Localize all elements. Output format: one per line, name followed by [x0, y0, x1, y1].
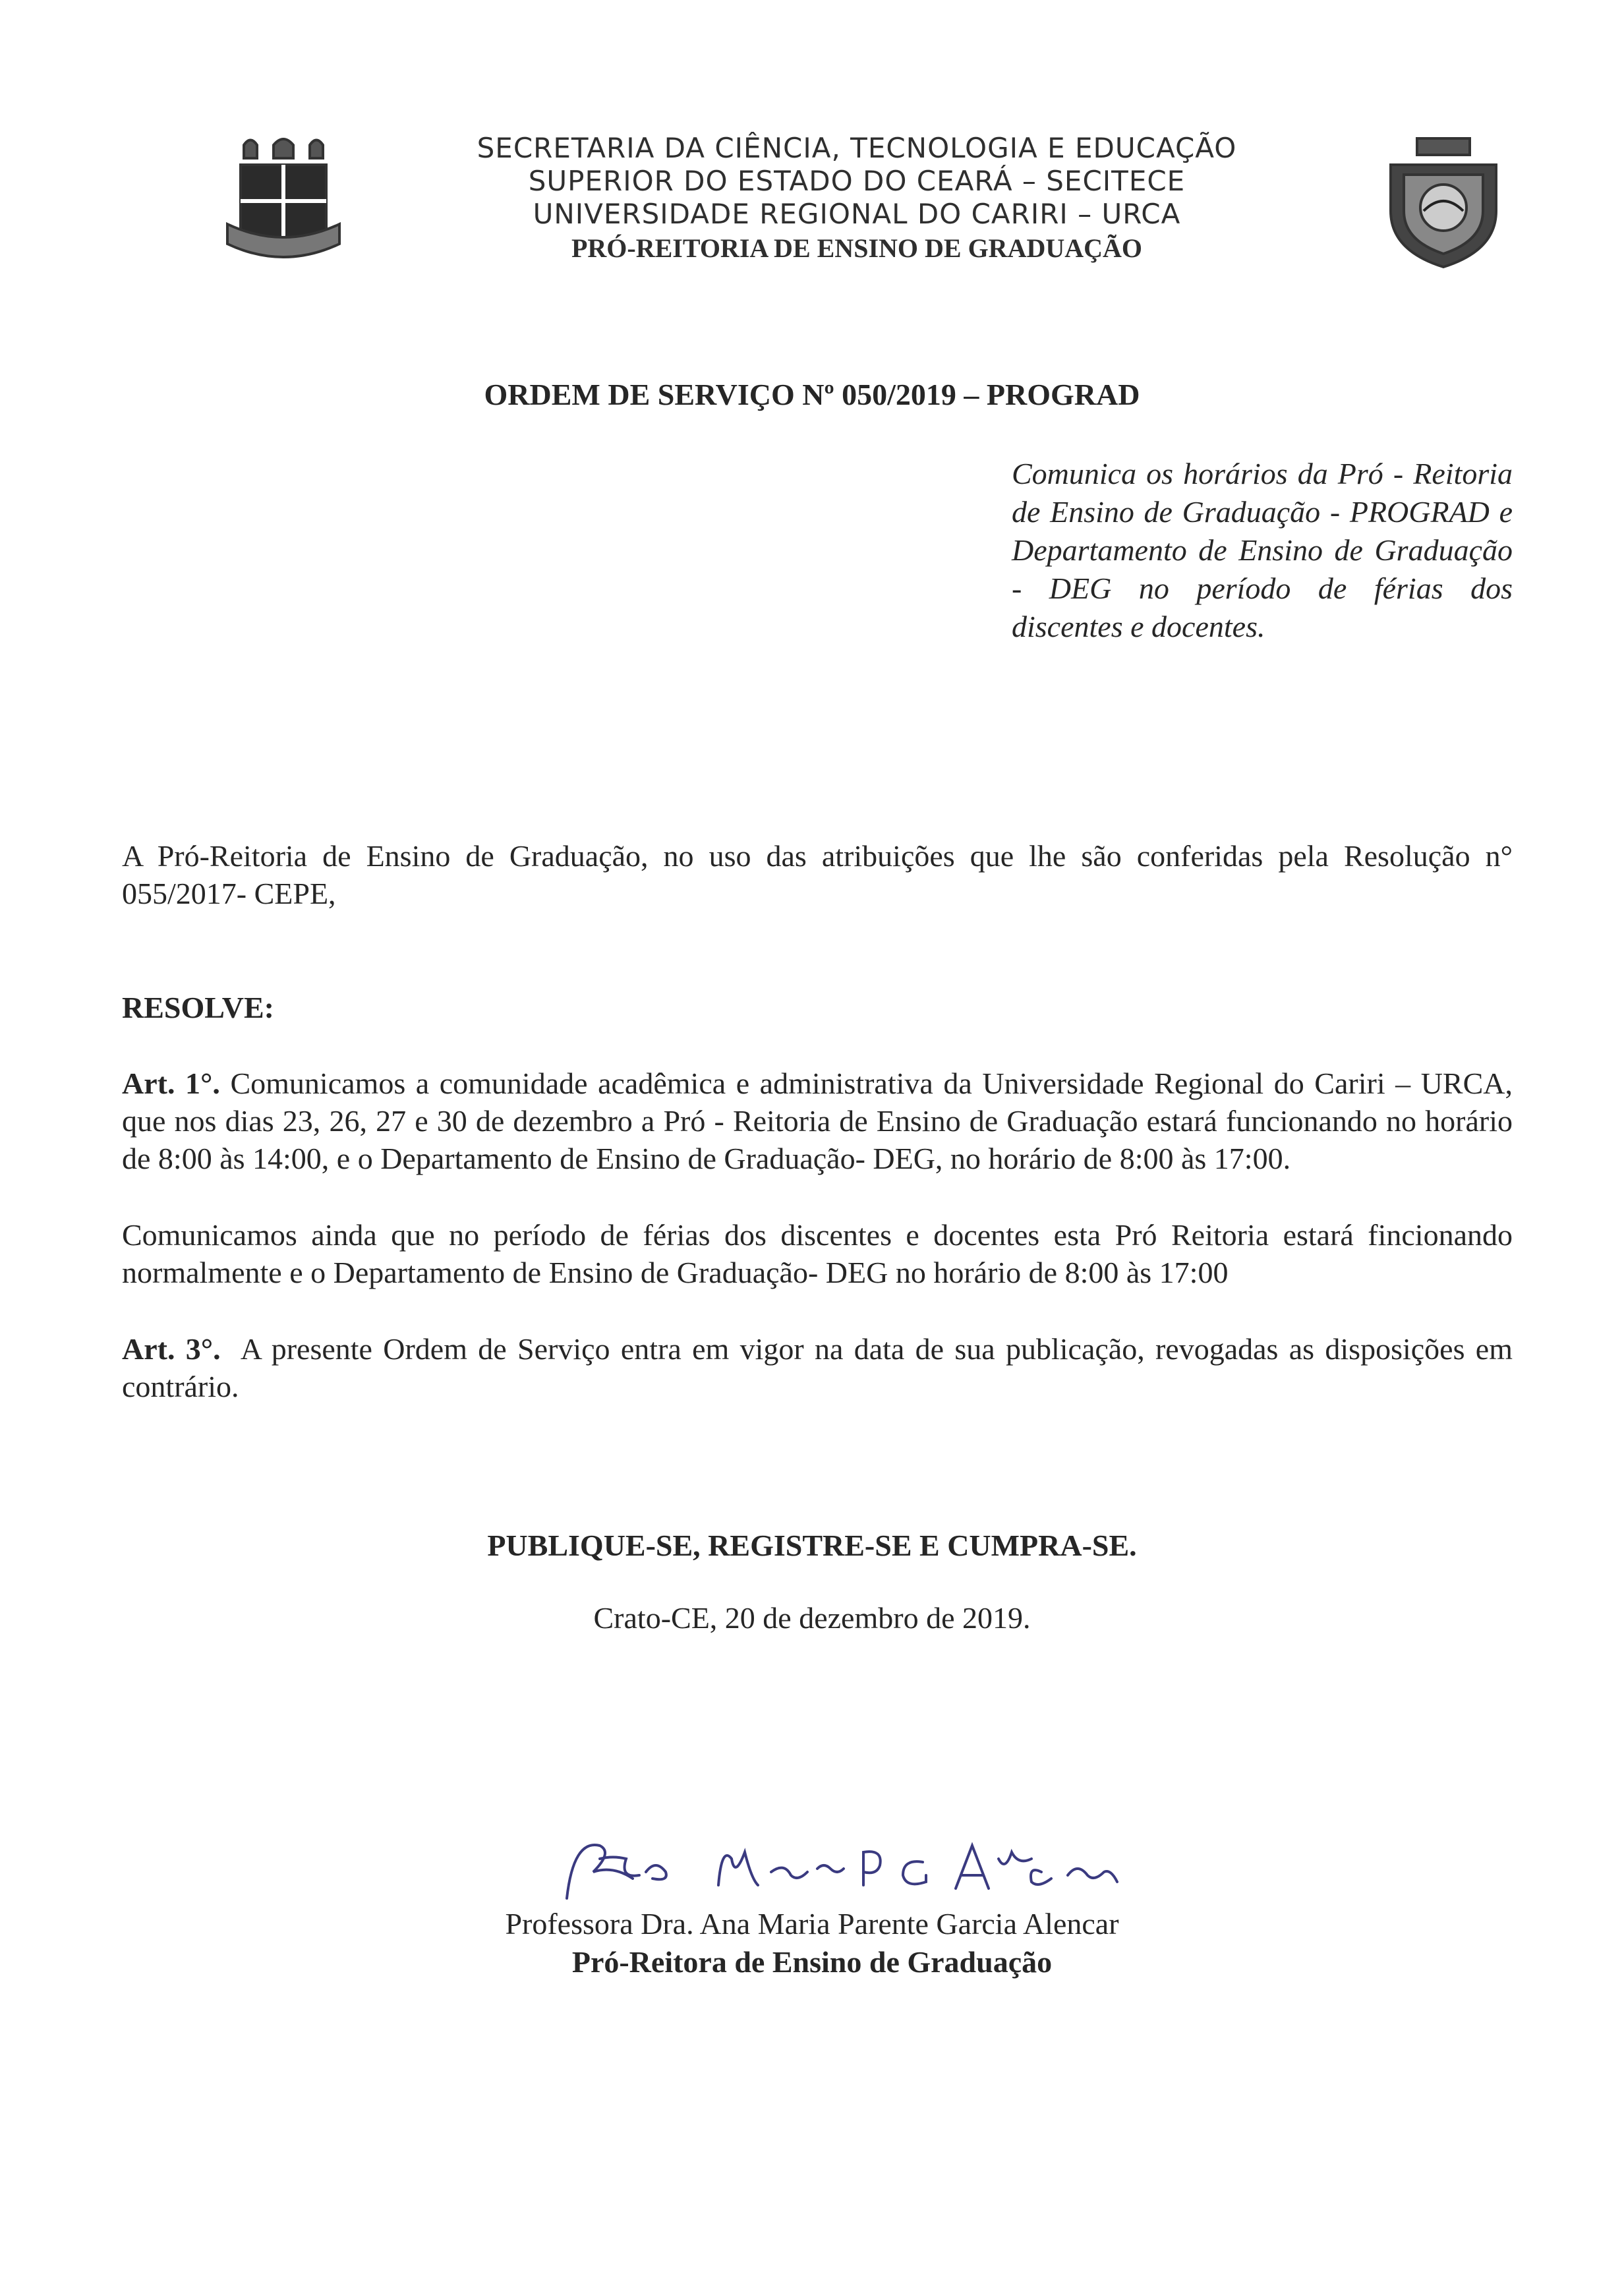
header-line-3: UNIVERSIDADE REGIONAL DO CARIRI – URCA	[533, 198, 1181, 230]
article-1-text: Comunicamos a comunidade acadêmica e administrativa da Universidade Regional do Cariri – URCA, que nos dias 23, 26, 27 e 30 de dezembro a Pró - Reitoria de Ensino de Graduação estará funcionando no horário de 8:00 às 14:00, e o Departamento de Ensino de Graduação- DEG, no horário de 8:00 às 17:00.	[122, 1066, 1513, 1175]
ceara-state-seal-icon	[1378, 132, 1509, 270]
document-title: ORDEM DE SERVIÇO Nº 050/2019 – PROGRAD	[484, 378, 1140, 411]
institution-header	[369, 132, 1345, 266]
place-and-date: Crato-CE, 20 de dezembro de 2019.	[593, 1601, 1031, 1635]
article-3-text: A presente Ordem de Serviço entra em vigor na data de sua publicação, revogadas as disposições em contrário.	[122, 1332, 1513, 1403]
signatory-name: Professora Dra. Ana Maria Parente Garcia Alencar	[505, 1907, 1119, 1941]
article-3-label: Art. 3°.	[122, 1332, 221, 1366]
header-line-2: SUPERIOR DO ESTADO DO CEARÁ – SECITECE	[528, 165, 1186, 197]
article-1-label: Art. 1°.	[122, 1066, 220, 1100]
article-1-continuation: Comunicamos ainda que no período de férias dos discentes e docentes esta Pró Reitoria estará fincionando normalmente e o Departamento de Ensino de Graduação- DEG no horário de 8:00 às 17:00	[122, 1218, 1513, 1289]
urca-coat-of-arms-icon	[224, 132, 343, 264]
document-summary: Comunica os horários da Pró - Reitoria de Ensino de Graduação - PROGRAD e Departamento de Ensino de Graduação - DEG no período de férias dos discentes e docentes.	[1012, 457, 1513, 643]
signatory-role: Pró-Reitora de Ensino de Graduação	[571, 1945, 1053, 1979]
resolve-heading: RESOLVE:	[122, 991, 274, 1024]
publication-statement: PUBLIQUE-SE, REGISTRE-SE E CUMPRA-SE.	[487, 1529, 1137, 1562]
header-line-1: SECRETARIA DA CIÊNCIA, TECNOLOGIA E EDUCAÇÃO	[477, 132, 1237, 164]
article-3	[122, 1330, 1513, 1405]
article-1	[122, 1065, 1513, 1177]
handwritten-signature	[554, 1819, 1134, 1912]
header-line-4: PRÓ-REITORIA DE ENSINO DE GRADUAÇÃO	[571, 233, 1143, 263]
intro-paragraph: A Pró-Reitoria de Ensino de Graduação, no uso das atribuições que lhe são conferidas pela Resolução n° 055/2017- CEPE,	[122, 839, 1513, 910]
